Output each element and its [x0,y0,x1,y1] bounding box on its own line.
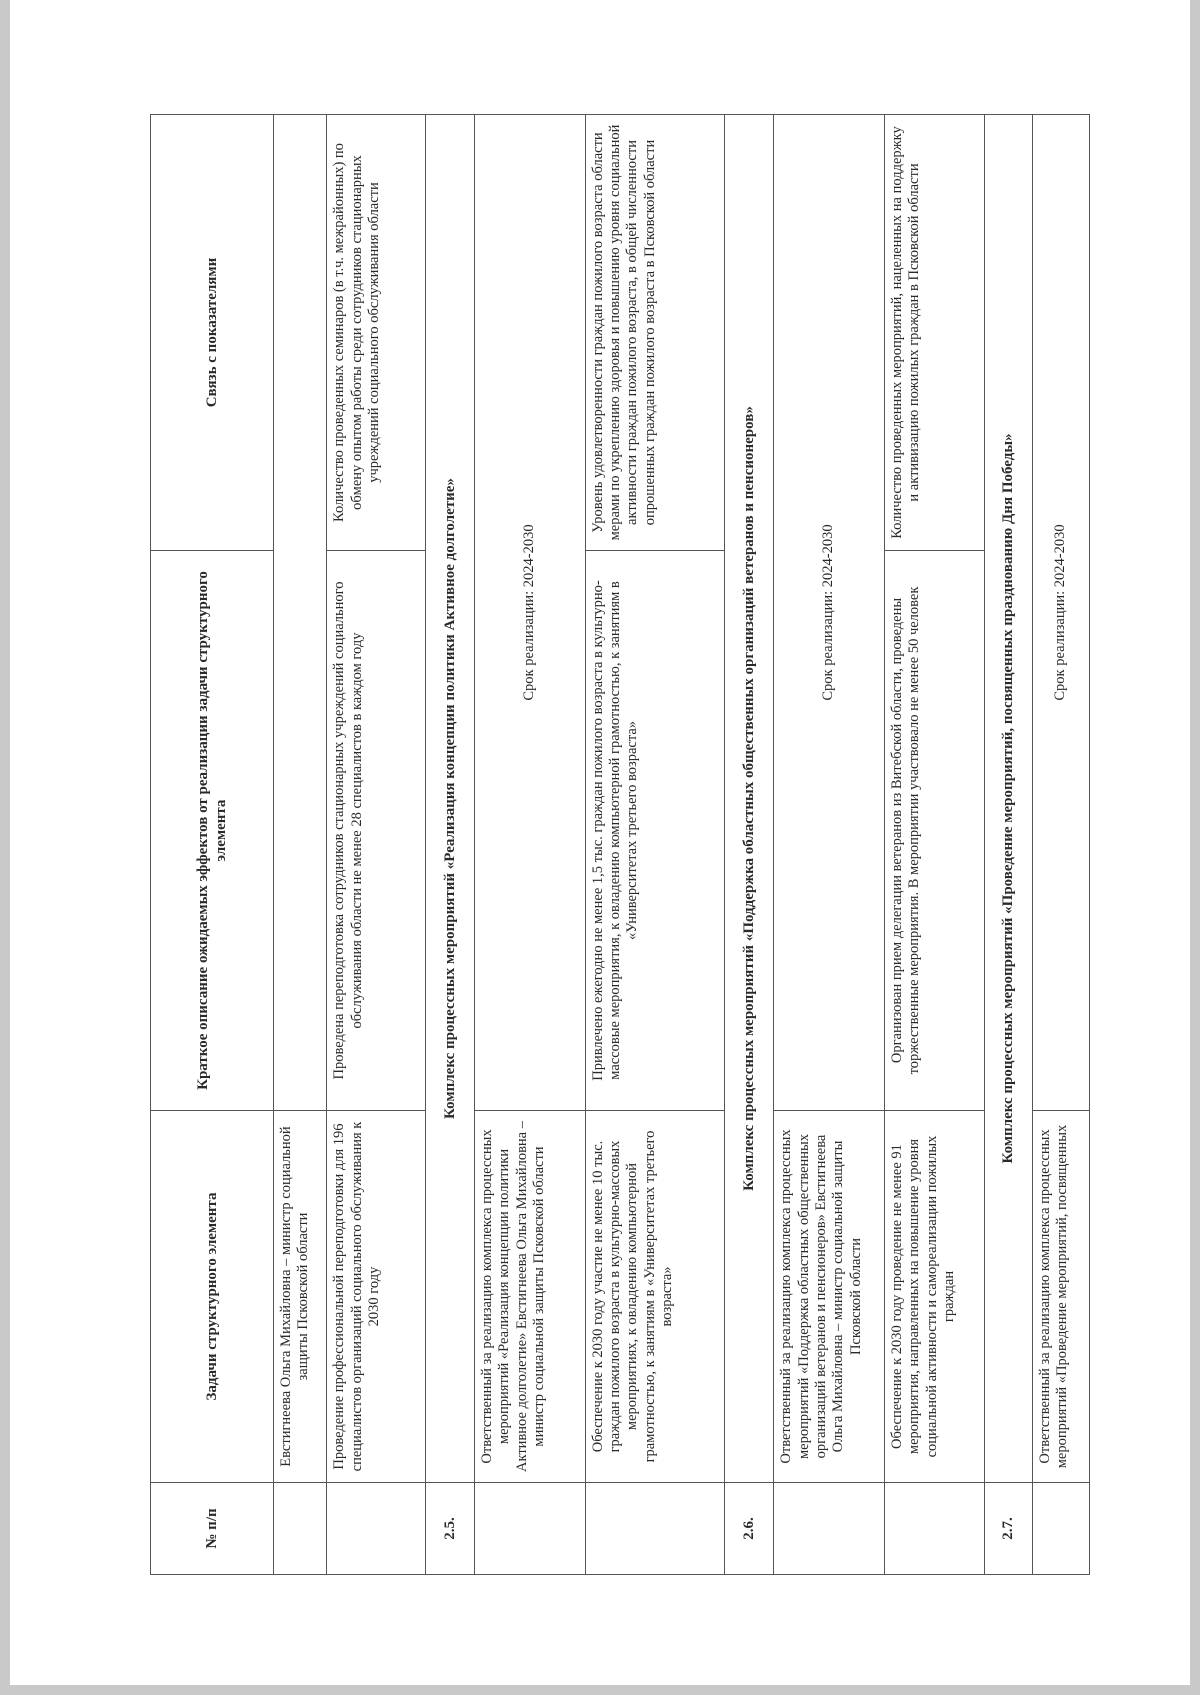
cell-task: Ответственный за реализацию комплекса процессных мероприятий «Проведение мероприятий, посвященных [1032,1111,1089,1483]
cell-num [327,1483,425,1575]
header-link: Связь с показателями [151,115,274,551]
section-title: Комплекс процессных мероприятий «Реализация концепции политики Активное долголетие» [425,115,474,1483]
section-num: 2.6. [725,1483,774,1575]
cell-term: Срок реализации: 2024-2030 [1032,115,1089,1111]
table-row [884,115,984,1575]
section-row [425,115,474,1575]
section-num: 2.7. [985,1483,1032,1575]
table-row [327,115,425,1575]
section-title: Комплекс процессных мероприятий «Поддержка областных общественных организаций ветеранов и пенсионеров» [725,115,774,1483]
cell-link: Количество проведенных мероприятий, нацеленных на поддержку и активизацию пожилых граждан в Псковской области [884,115,984,551]
table-row [474,115,585,1575]
cell-num [585,1483,724,1575]
cell-term: Срок реализации: 2024-2030 [474,115,585,1111]
cell-term: Срок реализации: 2024-2030 [774,115,885,1111]
document-page [10,0,1190,1685]
table-row [1032,115,1089,1575]
rotated-table-sheet [150,115,1090,1575]
cell-num [774,1483,885,1575]
cell-num [274,1483,327,1575]
table-header-row [151,115,274,1575]
cell-num [474,1483,585,1575]
cell-desc [274,115,327,1111]
cell-num [1032,1483,1089,1575]
section-row [985,115,1032,1575]
cell-task: Обеспечение к 2030 году проведение не менее 91 мероприятия, направленных на повышение уровня социальной активности и самореализации пожилых граждан [884,1111,984,1483]
section-title: Комплекс процессных мероприятий «Проведение мероприятий, посвященных празднованию Дня Победы» [985,115,1032,1483]
table-row [585,115,724,1575]
header-task: Задачи структурного элемента [151,1111,274,1483]
structural-elements-table [150,114,1090,1575]
table-row [774,115,885,1575]
cell-task: Ответственный за реализацию комплекса процессных мероприятий «Поддержка областных общественных организаций ветеранов и пенсионеров» Евстигнеева Ольга Михайловна – министр социальной защиты Псковской области [774,1111,885,1483]
cell-num [884,1483,984,1575]
cell-desc: Проведена переподготовка сотрудников стационарных учреждений социального обслуживания области не менее 28 специалистов в каждом году [327,551,425,1111]
cell-desc: Организован прием делегации ветеранов из Витебской области, проведены торжественные мероприятия. В мероприятии участвовало не менее 50 человек [884,551,984,1111]
header-desc: Краткое описание ожидаемых эффектов от реализации задачи структурного элемента [151,551,274,1111]
table-row [274,115,327,1575]
cell-link: Количество проведенных семинаров (в т.ч. межрайонных) по обмену опытом работы среди сотрудников стационарных учреждений социального обслуживания области [327,115,425,551]
cell-task: Ответственный за реализацию комплекса процессных мероприятий «Реализация концепции политики Активное долголетие» Евстигнеева Ольга Михайловна – министр социальной защиты Псковской области [474,1111,585,1483]
header-num: № п/п [151,1483,274,1575]
cell-link: Уровень удовлетворенности граждан пожилого возраста области мерами по укреплению здоровья и повышению уровня социальной активности граждан пожилого возраста, в общей численности опрошенных граждан пожилого возраста в Псковской области [585,115,724,551]
cell-task: Евстигнеева Ольга Михайловна – министр социальной защиты Псковской области [274,1111,327,1483]
cell-desc: Привлечено ежегодно не менее 1,5 тыс. граждан пожилого возраста в культурно-массовые мероприятия, к овладению компьютерной грамотностью, к занятиям в «Университетах третьего возраста» [585,551,724,1111]
section-num: 2.5. [425,1483,474,1575]
cell-task: Проведение профессиональной переподготовки для 196 специалистов организаций социального обслуживания к 2030 году [327,1111,425,1483]
section-row [725,115,774,1575]
cell-task: Обеспечение к 2030 году участие не менее 10 тыс. граждан пожилого возраста в культурно-массовых мероприятиях, к овладению компьютерной грамотностью, к занятиям в «Университетах третьего возраста» [585,1111,724,1483]
